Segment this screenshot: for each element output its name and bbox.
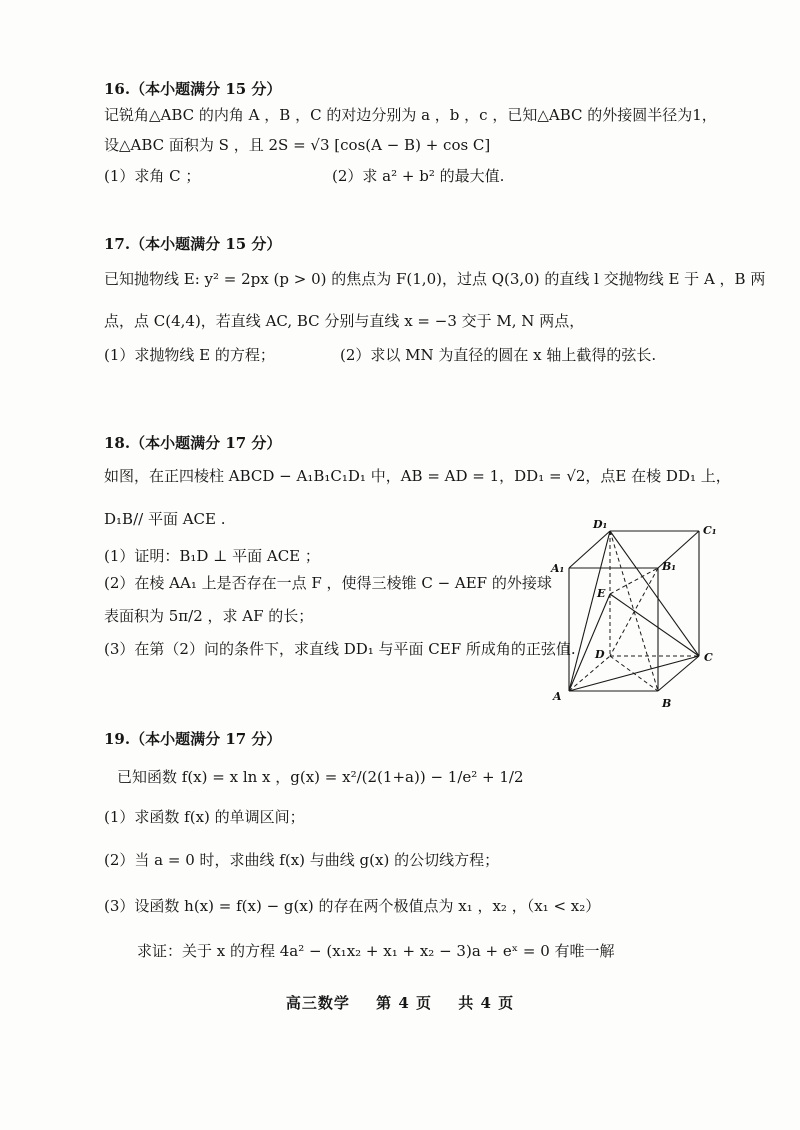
- segment-B1D-hidden: [610, 568, 658, 656]
- q18-part2a: (2）在棱 AA₁ 上是否存在一点 F ，使得三棱锥 C − AEF 的外接球: [104, 574, 552, 592]
- segment-EC: [610, 594, 699, 656]
- label-D1: D₁: [593, 518, 608, 531]
- q16-line2: 设△ABC 面积为 S ，且 2S = √3 [cos(A − B) + cos C]: [104, 136, 491, 154]
- q18-title: 18.（本小题满分 17 分）: [104, 434, 282, 452]
- segment-D1C: [610, 531, 699, 656]
- prism-figure: [545, 510, 725, 715]
- footer-total: 共 4 页: [458, 994, 515, 1012]
- q17-part1: (1）求抛物线 E 的方程；: [104, 346, 275, 364]
- label-C: C: [704, 651, 713, 664]
- segment-AE: [569, 594, 610, 691]
- q19-part1: (1）求函数 f(x) 的单调区间；: [104, 808, 305, 826]
- segment-DB-hidden: [610, 656, 658, 691]
- q16-part2: (2）求 a² + b² 的最大值.: [332, 167, 505, 185]
- footer-page: 第 4 页: [376, 994, 432, 1012]
- q18-part2b: 表面积为 5π/2 ，求 AF 的长；: [104, 607, 314, 625]
- q19-line1: 已知函数 f(x) = x ln x ，g(x) = x²/(2(1+a)) − 1/e² + 1/2: [117, 768, 524, 786]
- footer-subject: 高三数学: [285, 994, 350, 1012]
- q17-title: 17.（本小题满分 15 分）: [104, 235, 282, 253]
- q18-line2: D₁B// 平面 ACE .: [104, 510, 226, 528]
- edge-A1D1: [569, 531, 610, 568]
- q18-part3: (3）在第（2）问的条件下，求直线 DD₁ 与平面 CEF 所成角的正弦值.: [104, 640, 576, 658]
- q16-part1: (1）求角 C ；: [104, 167, 201, 185]
- q17-part2: (2）求以 MN 为直径的圆在 x 轴上截得的弦长.: [340, 346, 657, 364]
- label-A: A: [553, 690, 562, 703]
- q17-line2: 点，点 C(4,4)，若直线 AC, BC 分别与直线 x = −3 交于 M, N 两点，: [104, 312, 585, 330]
- label-B: B: [662, 697, 672, 710]
- q18-line1: 如图，在正四棱柱 ABCD − A₁B₁C₁D₁ 中，AB = AD = 1，DD₁ = √2，点E 在棱 DD₁ 上，: [104, 467, 731, 485]
- label-A1: A₁: [551, 562, 565, 575]
- q19-title: 19.（本小题满分 17 分）: [104, 730, 282, 748]
- q18-part1: (1）证明：B₁D ⊥ 平面 ACE ；: [104, 547, 320, 565]
- q19-proof: 求证：关于 x 的方程 4a² − (x₁x₂ + x₁ + x₂ − 3)a + eˣ = 0 有唯一解: [137, 942, 615, 960]
- q19-part2: (2）当 a = 0 时，求曲线 f(x) 与曲线 g(x) 的公切线方程；: [104, 851, 500, 869]
- label-E: E: [597, 587, 606, 600]
- label-D: D: [595, 648, 605, 661]
- label-B1: B₁: [662, 560, 677, 573]
- q16-line1: 记锐角△ABC 的内角 A ，B ，C 的对边分别为 a ，b ，c ，已知△ABC 的外接圆半径为1，: [104, 106, 717, 124]
- q16-title: 16.（本小题满分 15 分）: [104, 80, 282, 98]
- label-C1: C₁: [703, 524, 717, 537]
- q17-line1: 已知抛物线 E: y² = 2px (p > 0) 的焦点为 F(1,0)，过点 Q(3,0) 的直线 l 交抛物线 E 于 A ，B 两: [104, 270, 766, 288]
- page-footer: [0, 992, 800, 1013]
- segment-D1A: [569, 531, 610, 691]
- q19-part3: (3）设函数 h(x) = f(x) − g(x) 的存在两个极值点为 x₁ ，x₂ ，（x₁ < x₂）: [104, 897, 601, 915]
